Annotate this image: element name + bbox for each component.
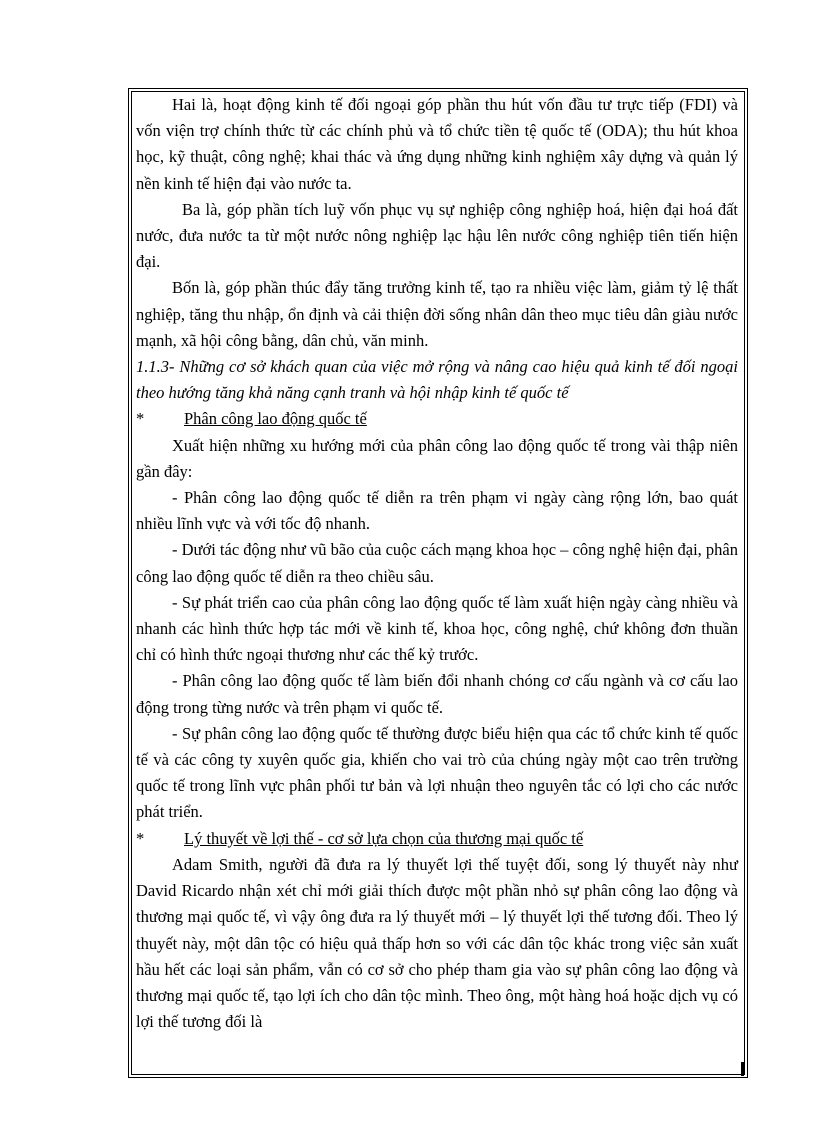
paragraph-hai-la: Hai là, hoạt động kinh tế đối ngoại góp phần thu hút vốn đầu tư trực tiếp (FDI) và vốn viện trợ chính thức từ các chính phủ và tổ chức tiền tệ quốc tế (ODA); thu hút khoa học, kỹ thuật, công nghệ; khai thác và ứng dụng những kinh nghiệm xây dựng và quản lý nền kinh tế hiện đại vào nước ta. bbox=[136, 95, 738, 193]
bullet-star: * bbox=[136, 828, 145, 848]
bullet-star: * bbox=[136, 409, 145, 429]
subsection-title-2: Lý thuyết về lợi thế - cơ sở lựa chọn của thương mại quốc tế bbox=[184, 828, 584, 848]
document-body bbox=[136, 92, 738, 1035]
subsection-1-intro: Xuất hiện những xu hướng mới của phân công lao động quốc tế trong vài thập niên gần đây: bbox=[136, 435, 738, 481]
paragraph-ba-la: Ba là, góp phần tích luỹ vốn phục vụ sự nghiệp công nghiệp hoá, hiện đại hoá đất nước, đưa nước ta từ một nước nông nghiệp lạc hậu lên nước công nghiệp tiên tiến hiện đại. bbox=[136, 199, 738, 272]
page-edge-mark bbox=[741, 1062, 744, 1076]
subsection-heading-2 bbox=[136, 826, 738, 852]
subsection-heading-1 bbox=[136, 406, 738, 432]
list-item: - Phân công lao động quốc tế làm biến đổi nhanh chóng cơ cấu ngành và cơ cấu lao động trong từng nước và trên phạm vi quốc tế. bbox=[136, 671, 738, 717]
paragraph-bon-la: Bốn là, góp phần thúc đẩy tăng trưởng kinh tế, tạo ra nhiều việc làm, giảm tỷ lệ thất nghiệp, tăng thu nhập, ổn định và cải thiện đời sống nhân dân theo mục tiêu dân giàu nước mạnh, xã hội công bằng, dân chủ, văn minh. bbox=[136, 278, 738, 350]
list-item: - Dưới tác động như vũ bão của cuộc cách mạng khoa học – công nghệ hiện đại, phân công lao động quốc tế diễn ra theo chiều sâu. bbox=[136, 540, 738, 586]
subsection-title-1: Phân công lao động quốc tế bbox=[184, 409, 367, 429]
section-heading: 1.1.3- Những cơ sở khách quan của việc mở rộng và nâng cao hiệu quả kinh tế đối ngoại theo hướng tăng khả năng cạnh tranh và hội nhập kinh tế quốc tế bbox=[136, 357, 738, 403]
list-item: - Sự phát triển cao của phân công lao động quốc tế làm xuất hiện ngày càng nhiều và nhanh các hình thức hợp tác mới về kinh tế, khoa học, công nghệ, chứ không đơn thuần chỉ có hình thức ngoại thương như các thế kỷ trước. bbox=[136, 592, 738, 665]
subsection-2-body: Adam Smith, người đã đưa ra lý thuyết lợi thế tuyệt đối, song lý thuyết này như David Ricardo nhận xét chỉ mới giải thích được một phần nhỏ sự phân công lao động và thương mại quốc tế, vì vậy ông đưa ra lý thuyết mới – lý thuyết lợi thế tương đối. Theo lý thuyết này, một dân tộc có hiệu quả thấp hơn so với các dân tộc khác trong việc sản xuất hầu hết các loại sản phẩm, vẫn có cơ sở cho phép tham gia vào sự phân công lao động và thương mại quốc tế, tạo lợi ích cho dân tộc mình. Theo ông, một hàng hoá hoặc dịch vụ có lợi thế tương đối là bbox=[136, 854, 738, 1032]
list-item: - Phân công lao động quốc tế diễn ra trên phạm vi ngày càng rộng lớn, bao quát nhiều lĩnh vực và với tốc độ nhanh. bbox=[136, 488, 738, 534]
list-item: - Sự phân công lao động quốc tế thường được biểu hiện qua các tổ chức kinh tế quốc tế và các công ty xuyên quốc gia, khiến cho vai trò của chúng ngày một cao trên trường quốc tế trong lĩnh vực phân phối tư bản và lợi nhuận theo nguyên tắc có lợi cho các nước phát triển. bbox=[136, 723, 738, 822]
